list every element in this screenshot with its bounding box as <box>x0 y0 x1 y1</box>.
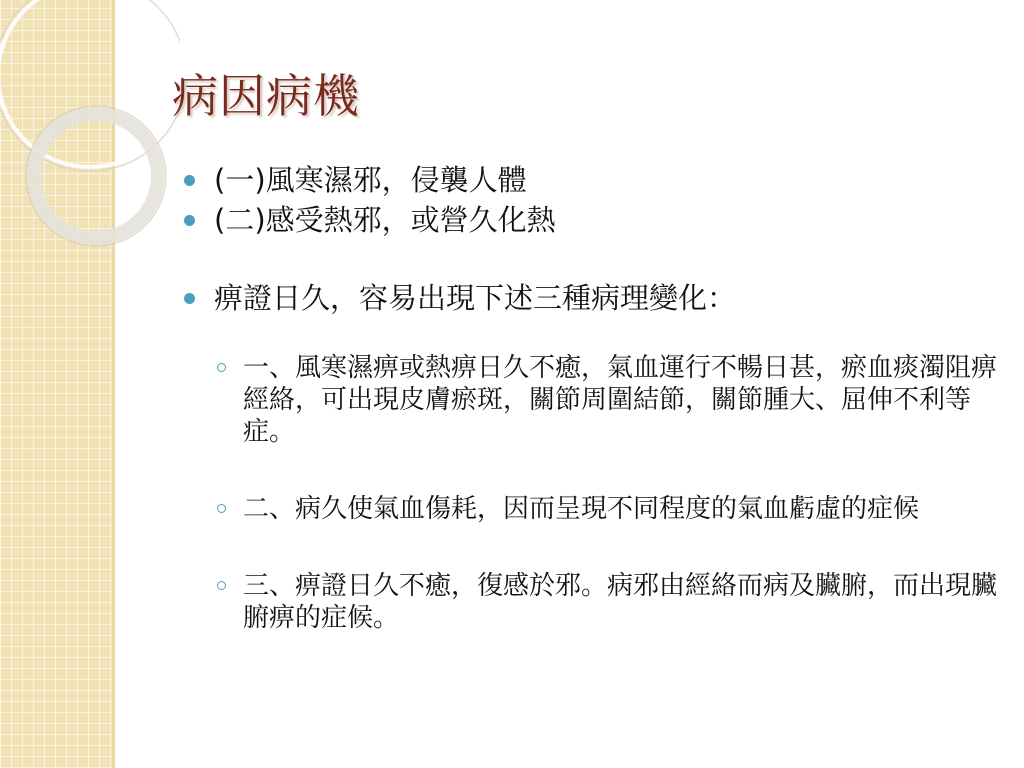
slide-content <box>180 160 1000 679</box>
bullet-text: (一)風寒濕邪，侵襲人體 <box>214 163 527 197</box>
sub-bullet-text: 一、風寒濕痹或熱痹日久不癒，氣血運行不暢日甚，瘀血痰濁阻痹經絡，可出現皮膚瘀斑，關節周圍結節，關節腫大、屈伸不利等症。 <box>243 353 998 447</box>
sub-bullet-text: 三、痹證日久不癒，復感於邪。病邪由經絡而病及臟腑，而出現臟腑痹的症候。 <box>243 571 998 633</box>
ring-decoration-icon <box>0 0 180 260</box>
bullet-item <box>180 278 1000 318</box>
filled-circle-bullet-icon <box>184 293 195 304</box>
bullet-item <box>180 160 1000 200</box>
hollow-circle-bullet-icon <box>217 581 226 590</box>
sub-bullet-item <box>180 570 1000 634</box>
filled-circle-bullet-icon <box>184 175 195 186</box>
bullet-item <box>180 200 1000 240</box>
sub-bullet-text: 二、病久使氣血傷耗，因而呈現不同程度的氣血虧虛的症候 <box>243 494 920 524</box>
page-title: 病因病機 <box>172 69 360 123</box>
hollow-circle-bullet-icon <box>217 504 226 513</box>
filled-circle-bullet-icon <box>184 215 195 226</box>
bullet-text: 痹證日久，容易出現下述三種病理變化： <box>214 281 737 315</box>
sub-bullet-list <box>180 352 1000 634</box>
sub-bullet-item <box>180 352 1000 448</box>
hollow-circle-bullet-icon <box>217 363 226 372</box>
bullet-text: (二)感受熱邪，或營久化熱 <box>214 203 556 237</box>
sub-bullet-item <box>180 493 1000 525</box>
